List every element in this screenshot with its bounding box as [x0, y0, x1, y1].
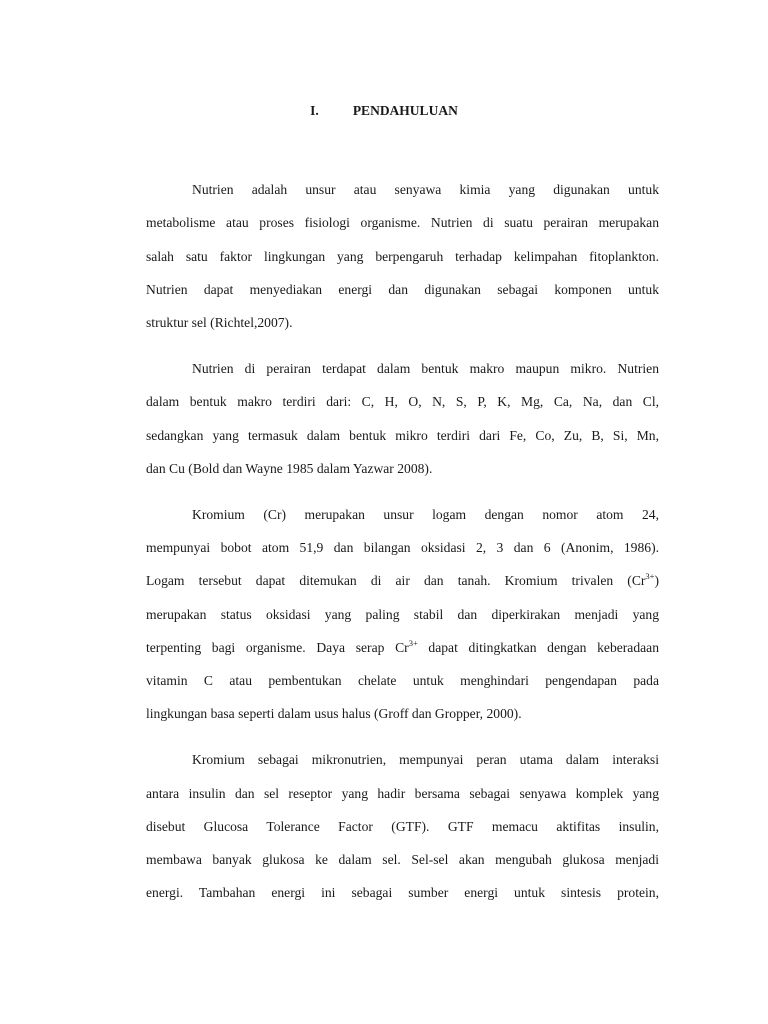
text-line: Kromium sebagai mikronutrien, mempunyai peran utama dalam interaksi: [192, 752, 659, 768]
text-line: lingkungan basa seperti dalam usus halus (Groff dan Gropper, 2000).: [146, 706, 522, 722]
text-line: mempunyai bobot atom 51,9 dan bilangan oksidasi 2, 3 dan 6 (Anonim, 1986).: [146, 539, 659, 555]
text-line: antara insulin dan sel reseptor yang hadir bersama sebagai senyawa komplek yang: [146, 785, 659, 801]
text-line: merupakan status oksidasi yang paling stabil dan diperkirakan menjadi yang: [146, 606, 659, 622]
text-segment: Logam tersebut dapat ditemukan di air dan tanah. Kromium trivalen (Cr: [146, 573, 646, 589]
text-segment: terpenting bagi organisme. Daya serap Cr: [146, 639, 409, 655]
text-line: Nutrien di perairan terdapat dalam bentuk makro maupun mikro. Nutrien: [192, 360, 659, 376]
paragraph-kromium: [146, 498, 659, 731]
superscript: 3+: [408, 637, 418, 648]
body-text: [146, 173, 659, 910]
text-line: dan Cu (Bold dan Wayne 1985 dalam Yazwar 2008).: [146, 460, 433, 476]
text-line: [146, 631, 659, 664]
text-segment: ): [654, 573, 659, 589]
section-heading: [0, 103, 768, 119]
text-line: salah satu faktor lingkungan yang berpengaruh terhadap kelimpahan fitoplankton.: [146, 248, 659, 264]
text-line: struktur sel (Richtel,2007).: [146, 315, 293, 331]
text-line: membawa banyak glukosa ke dalam sel. Sel-sel akan mengubah glukosa menjadi: [146, 852, 659, 868]
text-line: vitamin C atau pembentukan chelate untuk menghindari pengendapan pada: [146, 673, 659, 689]
text-line: disebut Glucosa Tolerance Factor (GTF). GTF memacu aktifitas insulin,: [146, 818, 659, 834]
section-title: PENDAHULUAN: [352, 103, 458, 118]
text-line: Kromium (Cr) merupakan unsur logam dengan nomor atom 24,: [192, 506, 659, 522]
text-line: [146, 564, 659, 597]
text-line: energi. Tambahan energi ini sebagai sumber energi untuk sintesis protein,: [146, 885, 659, 901]
superscript: 3+: [645, 571, 655, 582]
text-segment: dapat ditingkatkan dengan keberadaan: [417, 639, 660, 655]
paragraph-nutrien-forms: [146, 352, 659, 485]
text-line: sedangkan yang termasuk dalam bentuk mikro terdiri dari Fe, Co, Zu, B, Si, Mn,: [146, 427, 659, 443]
text-line: dalam bentuk makro terdiri dari: C, H, O, N, S, P, K, Mg, Ca, Na, dan Cl,: [146, 394, 659, 410]
text-line: Nutrien adalah unsur atau senyawa kimia yang digunakan untuk: [192, 182, 659, 197]
paragraph-nutrien-definition: [146, 173, 659, 339]
text-line: metabolisme atau proses fisiologi organisme. Nutrien di suatu perairan merupakan: [146, 215, 659, 231]
text-line: Nutrien dapat menyediakan energi dan digunakan sebagai komponen untuk: [146, 281, 659, 297]
section-number: I.: [310, 103, 319, 118]
paragraph-kromium-mikronutrien: [146, 743, 659, 909]
